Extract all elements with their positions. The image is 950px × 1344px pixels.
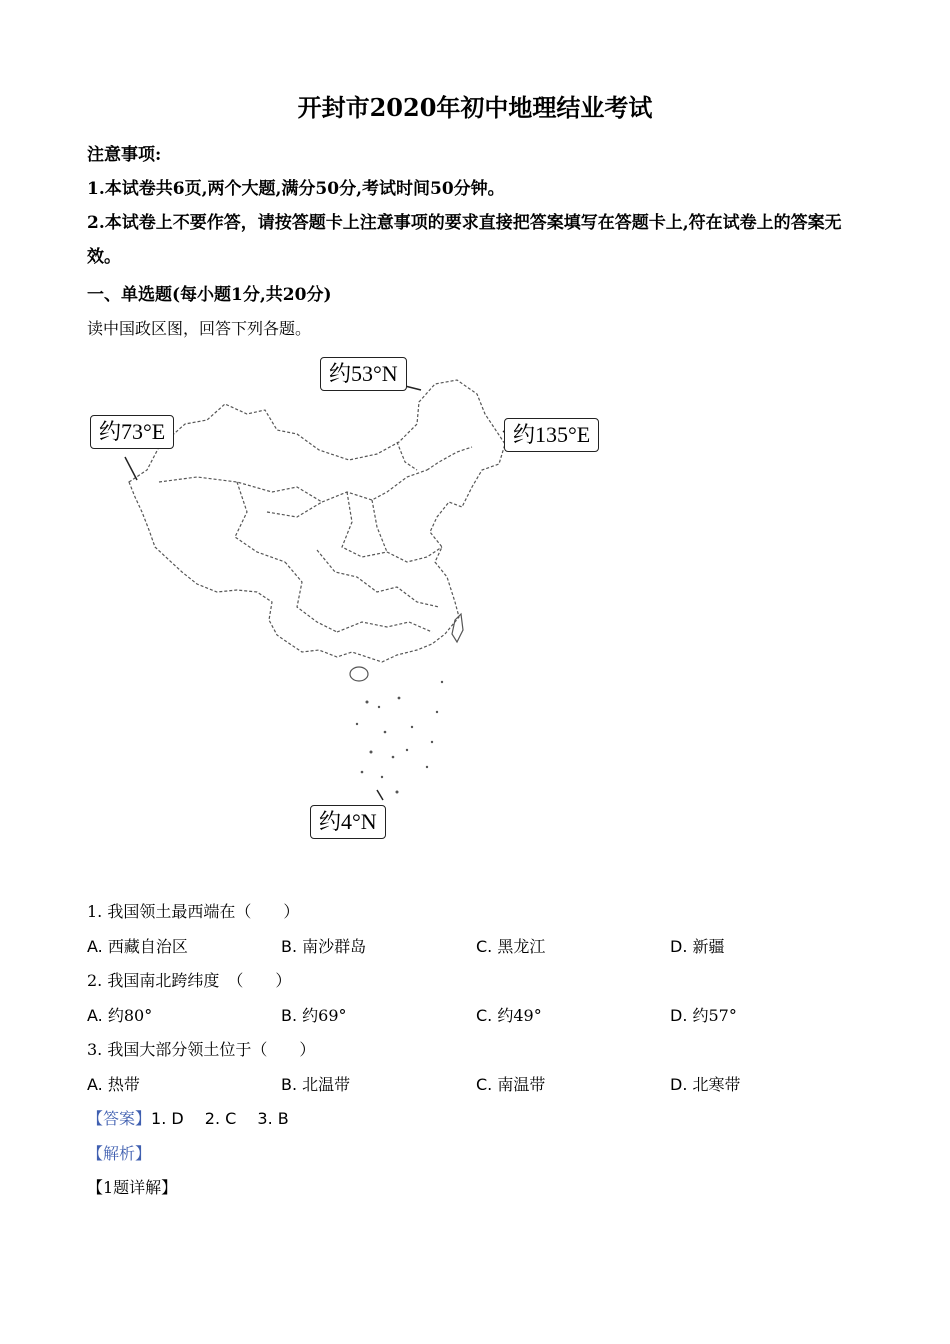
question-1-option-d: D. 新疆 — [670, 937, 725, 956]
answer-label: 【答案】 — [87, 1109, 152, 1128]
question-2-option-c: C. 约49° — [476, 1006, 542, 1025]
map-label-south: 约4°N — [310, 805, 386, 839]
question-2-option-b: B. 约69° — [281, 1006, 347, 1025]
analysis-label: 【解析】 — [87, 1144, 152, 1163]
china-map — [87, 352, 607, 842]
map-label-west: 约73°E — [90, 415, 174, 449]
notice-heading: 注意事项: — [87, 145, 162, 165]
notice-item-1: 1.本试卷共6页,两个大题,满分50分,考试时间50分钟。 — [87, 179, 505, 199]
question-3-option-a: A. 热带 — [87, 1075, 140, 1094]
notice-item-2: 2.本试卷上不要作答，请按答题卡上注意事项的要求直接把答案填写在答题卡上,符在试卷上的答案无效。 — [87, 213, 842, 267]
question-2-stem: 2. 我国南北跨纬度 （ ） — [87, 971, 292, 990]
section-instruction: 读中国政区图，回答下列各题。 — [87, 319, 312, 338]
question-3-option-d: D. 北寒带 — [670, 1075, 741, 1094]
analysis-detail-1: 【1题详解】 — [87, 1178, 178, 1197]
question-3-option-b: B. 北温带 — [281, 1075, 351, 1094]
question-1-stem: 1. 我国领土最西端在（ ） — [87, 902, 300, 921]
map-label-east: 约135°E — [504, 418, 599, 452]
question-2-option-d: D. 约57° — [670, 1006, 737, 1025]
answer-text: 1. D 2. C 3. B — [151, 1109, 289, 1128]
map-label-north: 约53°N — [320, 357, 407, 391]
question-1-option-b: B. 南沙群岛 — [281, 937, 367, 956]
question-2-option-a: A. 约80° — [87, 1006, 153, 1025]
question-1-option-a: A. 西藏自治区 — [87, 937, 188, 956]
question-3-stem: 3. 我国大部分领土位于（ ） — [87, 1040, 316, 1059]
section-title: 一、单选题(每小题1分,共20分) — [87, 285, 332, 305]
page-title: 开封市2020年初中地理结业考试 — [297, 93, 653, 122]
question-1-option-c: C. 黑龙江 — [476, 937, 546, 956]
answer-line — [87, 1104, 289, 1134]
question-3-option-c: C. 南温带 — [476, 1075, 546, 1094]
